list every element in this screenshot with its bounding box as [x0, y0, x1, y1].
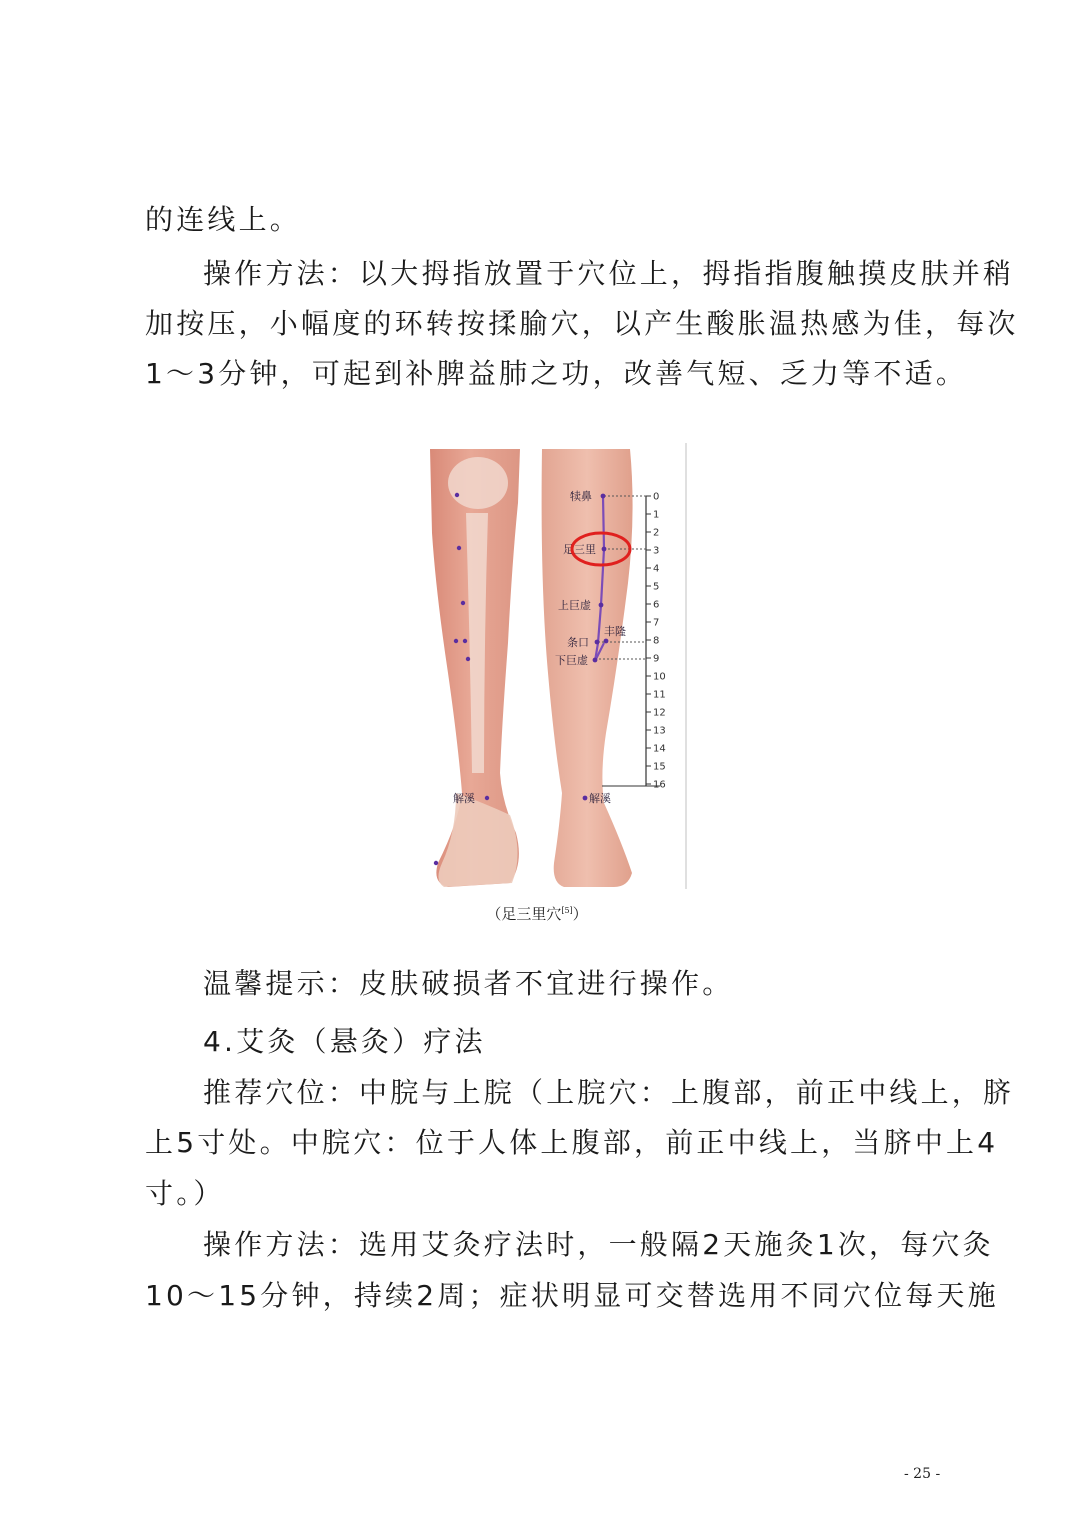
- scale-tick-label: 14: [653, 743, 666, 755]
- label-zusanli: 足三里: [563, 543, 596, 556]
- figure-caption: （足三里穴[5]）: [486, 905, 588, 923]
- scale-tick-label: 10: [653, 671, 666, 683]
- scale-tick-label: 13: [653, 725, 666, 737]
- page-number: - 25 -: [904, 1466, 941, 1482]
- point-xiajuxu: [593, 658, 598, 663]
- label-dubi: 犊鼻: [570, 490, 592, 503]
- text-line: 的连线上。: [145, 203, 302, 236]
- scale-tick-label: 5: [653, 581, 660, 593]
- label-shangjuxu: 上巨虚: [558, 599, 591, 612]
- scale-tick-label: 15: [653, 761, 666, 773]
- text-line: 加按压，小幅度的环转按揉腧穴，以产生酸胀温热感为佳，每次: [145, 307, 1019, 340]
- text-line: 寸。）: [145, 1177, 225, 1210]
- leg-acupoint-figure: [392, 443, 694, 889]
- scale-tick-label: 7: [653, 617, 660, 629]
- scale-tick-label: 3: [653, 545, 660, 557]
- point-jiexi-right: [583, 796, 588, 801]
- label-xiajuxu: 下巨虚: [555, 654, 588, 667]
- point-tiaokou: [595, 640, 600, 645]
- text-line: 上5寸处。中脘穴：位于人体上腹部，前正中线上，当脐中上4: [145, 1126, 999, 1159]
- text-line: 温馨提示：皮肤破损者不宜进行操作。: [203, 967, 734, 1000]
- scale-tick-label: 16: [653, 779, 666, 791]
- text-line: 操作方法：以大拇指放置于穴位上，拇指指腹触摸皮肤并稍: [203, 257, 1015, 290]
- text-line: 操作方法：选用艾灸疗法时，一般隔2天施灸1次，每穴灸: [203, 1228, 994, 1261]
- label-jiexi-left: 解溪: [453, 792, 475, 805]
- text-line: 10～15分钟，持续2周；症状明显可交替选用不同穴位每天施: [145, 1279, 999, 1312]
- label-jiexi-right: 解溪: [589, 792, 611, 805]
- text-line: 1～3分钟，可起到补脾益肺之功，改善气短、乏力等不适。: [145, 357, 968, 390]
- scale-tick-label: 11: [653, 689, 666, 701]
- scale-tick-label: 4: [653, 563, 660, 575]
- scale-tick-label: 1: [653, 509, 660, 521]
- point-dubi: [601, 494, 606, 499]
- text-line: 4.艾灸（悬灸）疗法: [203, 1025, 486, 1058]
- point-fenglong: [604, 639, 609, 644]
- point-zusanli: [602, 547, 607, 552]
- text-line: 推荐穴位：中脘与上脘（上脘穴：上腹部，前正中线上，脐: [203, 1076, 1015, 1109]
- scale-tick-label: 9: [653, 653, 660, 665]
- scale-tick-label: 2: [653, 527, 660, 539]
- scale-tick-label: 0: [653, 491, 660, 503]
- label-tiaokou: 条口: [567, 636, 589, 649]
- right-leg: [542, 449, 633, 887]
- scale-tick-label: 6: [653, 599, 660, 611]
- left-knee: [448, 457, 508, 509]
- label-fenglong: 丰隆: [604, 625, 626, 638]
- scale-tick-label: 8: [653, 635, 660, 647]
- leg-illustration: [392, 443, 694, 889]
- point-shangjuxu: [599, 603, 604, 608]
- scale-tick-label: 12: [653, 707, 666, 719]
